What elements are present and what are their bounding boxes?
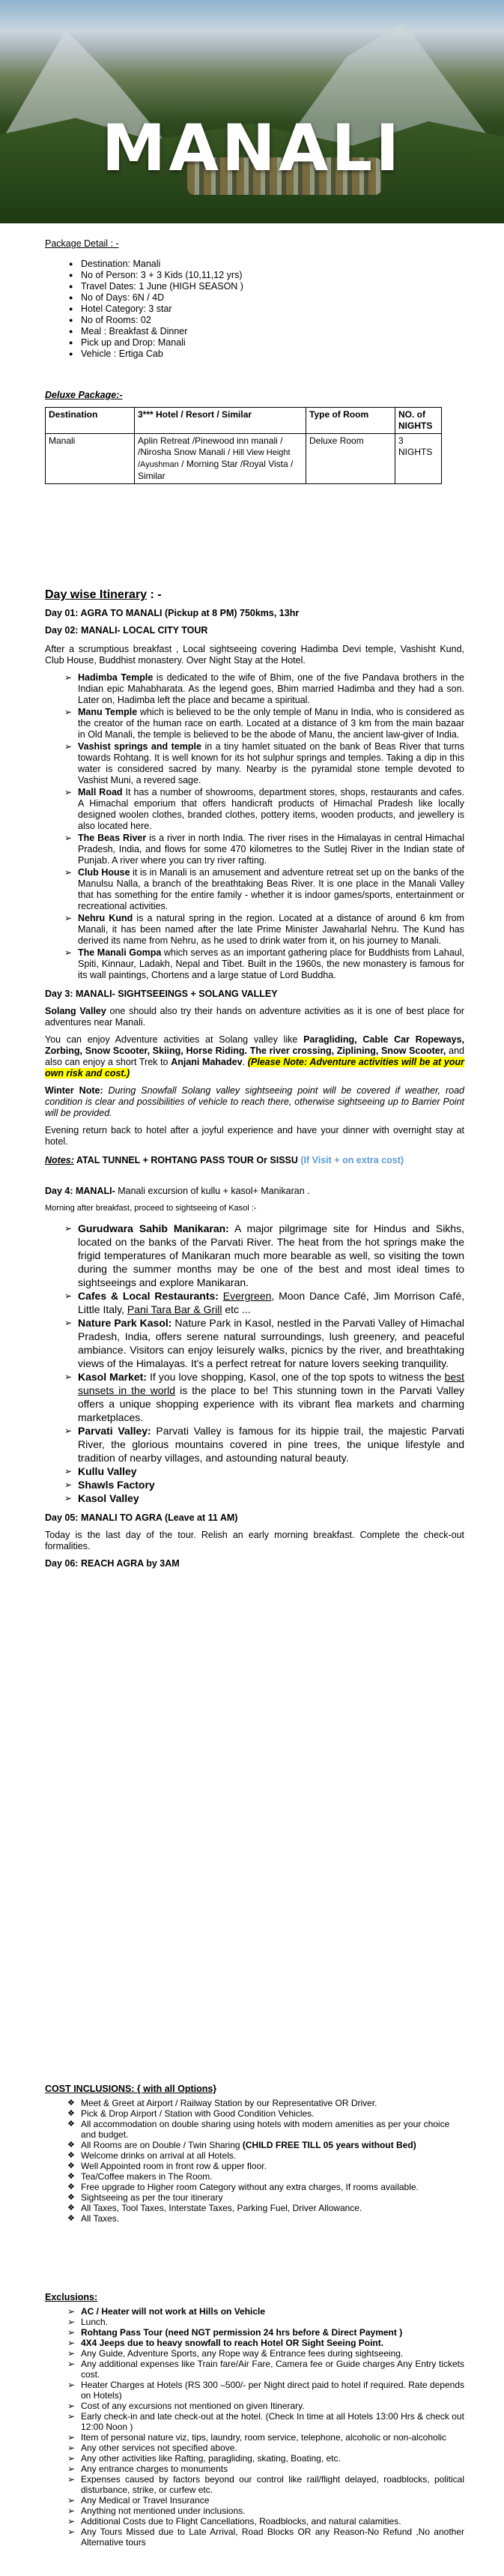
list-item: ● Vehicle : Ertiga Cab [67,349,464,360]
list-item: ● Travel Dates: 1 June (HIGH SEASON ) [67,281,464,292]
list-item: ➢ Any other activities like Rafting, paragliding, skating, Boating, etc. [67,2453,464,2464]
list-item: ➢ Club House it is in Manali is an amusement and adventure retreat set up on the banks of the Manulsu Nalla, a branch of the breathtaking Beas River. It is one place in the Manali Valley that has something for the entire family - whether it is indoor games/sports, entertainment or recreational activities. [64,867,464,912]
list-item: ➢ Nature Park Kasol: Nature Park in Kasol, nestled in the Parvati Valley of Himachal Pradesh, India, offers serene natural surroundings, lush greenery, and peaceful ambiance. Visitors can enjoy leisurely walks, picnics by the river, and breathtaking views of the Himalayas. It's a perfect retreat for nature lovers seeking tranquility. [64,1316,464,1370]
list-item: ❖ All accommodation on double sharing using hotels with modern amenities as per your choice and budget. [67,2119,464,2140]
list-item: ➢ The Manali Gompa which serves as an important gathering place for Buddhists from Lahaul, Spiti, Kinnaur, Ladakh, Nepal and Tibet. Built in the 1960s, the new monastery is famous for its wall paintings, Chortens and a large statue of Lord Buddha. [64,947,464,981]
col-hotel: 3*** Hotel / Resort / Similar [135,408,306,434]
list-item: ➢ Any Tours Missed due to Late Arrival, Road Blocks OR any Reason-No Refund ,No another Alternative tours [67,2527,464,2548]
list-item: ➢ Manu Temple which is believed to be the only temple of Manu in India, who is considered as the creator of the human race on earth. Located at a distance of 3 km from the main bazaar in Old Manali, the temple is believed to be the abode of Manu, the ancient law-giver of India. [64,707,464,740]
list-item: ● Pick up and Drop: Manali [67,337,464,349]
list-item: ➢ Hadimba Temple is dedicated to the wife of Bhim, one of the five Pandava brothers in the Indian epic Mahabharata. As the legend goes, Bhim married Hadimba and they had a son. Later on, Hadimba left the place and became a spiritual. [64,672,464,706]
deluxe-heading: Deluxe Package:- [45,390,123,400]
list-item: ➢ Any additional expenses like Train fare/Air Fare, Camera fee or Guide charges Any Entry tickets cost. [67,2359,464,2380]
day-4-title: Day 4: MANALI- Manali excursion of kullu + kasol+ Manikaran . [45,1186,310,1196]
list-item: ➢ Item of personal nature viz, tips, laundry, room service, telephone, alcoholic or non-alcoholic [67,2432,464,2443]
package-heading: Package Detail : - [45,238,119,249]
cell-destination: Manali [46,434,135,484]
list-item: ➢ AC / Heater will not work at Hills on Vehicle [67,2306,464,2317]
col-nights: NO. of NIGHTS [395,408,442,434]
list-item: ❖ Sightseeing as per the tour itinerary [67,2192,464,2203]
deluxe-table [45,407,442,484]
list-item: ● No of Rooms: 02 [67,315,464,326]
day-3-evening: Evening return back to hotel after a joyful experience and have your dinner with overnight stay at hotel. [45,1125,464,1147]
list-item: ➢ 4X4 Jeeps due to heavy snowfall to reach Hotel OR Sight Seeing Point. [67,2338,464,2348]
cell-hotel: Aplin Retreat /Pinewood inn manali / /Nirosha Snow Manali / Hill View Height /Ayushman / Morning Star /Royal Vista / Similar [135,434,306,484]
list-item: ❖ All Taxes, Tool Taxes, Interstate Taxes, Parking Fuel, Driver Allowance. [67,2203,464,2213]
list-item: ➢ Any entrance charges to monuments [67,2464,464,2474]
list-item: ● No of Person: 3 + 3 Kids (10,11,12 yrs) [67,270,464,281]
list-item: ❖ Tea/Coffee makers in The Room. [67,2171,464,2182]
notes: Notes: ATAL TUNNEL + ROHTANG PASS TOUR Or SISSU (If Visit + on extra cost) [45,1155,404,1165]
list-item: ❖ Welcome drinks on arrival at all Hotels. [67,2150,464,2161]
list-item: ➢ Vashist springs and temple in a tiny hamlet situated on the bank of Beas River that turns towards Rohtang. It is well known for its hot sulphur springs and temples. Taking a dip in this water is considered sacred by many. Nearby is the pyramidal stone temple devoted to Vashist Muni, a revered sage. [64,741,464,786]
places-list [45,672,464,981]
cell-nights: 3 NIGHTS [395,434,442,484]
list-item: ➢ Nehru Kund is a natural spring in the region. Located at a distance of around 6 km from Manali, it has been named after the late Prime Minister Jawaharlal Nehru. The Kund has derived its name from Nehru, as he used to drink water from it, on his journey to Manali. [64,913,464,947]
list-item: ➢ Anything not mentioned under inclusions. [67,2506,464,2516]
list-item: ➢ Cost of any excursions not mentioned on given Itinerary. [67,2401,464,2411]
day-6-title: Day 06: REACH AGRA by 3AM [45,1558,180,1569]
list-item: ➢ Kasol Market: If you love shopping, Kasol, one of the top spots to witness the best sunsets in the world is the place to be! This stunning town in the Parvati Valley offers a unique shopping experience with its vibrant flea markets and charming marketplaces. [64,1370,464,1424]
list-item: ➢ Early check-in and late check-out at the hotel. (Check In time at all Hotels 13:00 Hrs & check out 12:00 Noon ) [67,2411,464,2432]
day-2-title: Day 02: MANALI- LOCAL CITY TOUR [45,625,208,636]
inclusions-list [45,2098,464,2224]
col-destination: Destination [46,408,135,434]
list-item: ❖ All Rooms are on Double / Twin Sharing (CHILD FREE TILL 05 years without Bed) [67,2140,464,2150]
list-item: ➢ Any Medical or Travel Insurance [67,2495,464,2506]
day-3-title: Day 3: MANALI- SIGHTSEEINGS + SOLANG VALLEY [45,989,278,999]
list-item: ➢ Additional Costs due to Flight Cancellations, Roadblocks, and natural calamities. [67,2516,464,2527]
list-item: ➢ The Beas River is a river in north India. The river rises in the Himalayas in central Himachal Pradesh, India, and flows for some 470 kilometres to the Sutlej River in the Indian state of Punjab. A river where you can try river rafting. [64,833,464,866]
list-item: ➢ Gurudwara Sahib Manikaran: A major pilgrimage site for Hindus and Sikhs, located on the banks of the Parvati River. The heat from the hot springs make the frigid temperatures of Manikaran much more bearable as well, so visiting the town during the summer months may be one of the best and most ideal times to sightseeings and explore Manikaran. [64,1222,464,1289]
kasol-list [45,1222,464,1505]
package-detail [45,238,464,360]
list-item: ➢ Mall Road It has a number of showrooms, department stores, shops, restaurants and cafes. A Himachal emporium that offers handicraft products of Himachal Pradesh like locally designed woolen clothes, branded clothes, pottery items, wooden products, and jewellery is also located here. [64,787,464,832]
day-4-intro: Morning after breakfast, proceed to sightseeing of Kasol :- [45,1204,257,1213]
exclusions-heading: Exclusions: [45,2292,98,2302]
day-3-p2: You can enjoy Adventure activities at Solang valley like Paragliding, Cable Car Ropeways, Zorbing, Snow Scooter, Skiing, Horse Riding. The river crossing, Ziplining, Snow Scooter, and also can enjoy a short Trek to Anjani Mahadev. (Please Note: Adventure activities will be at your own risk and cost.) [45,1034,464,1079]
exclusions-list [45,2306,464,2548]
list-item: ➢ Expenses caused by factors beyond our control like rail/flight delayed, roadblocks, political disturbance, strike, or curfew etc. [67,2474,464,2495]
list-item: ❖ Well Appointed room in front row & upper floor. [67,2161,464,2171]
list-item: ➢ Cafes & Local Restaurants: Evergreen, Moon Dance Café, Jim Morrison Café, Little Italy, Pani Tara Bar & Grill etc ... [64,1289,464,1316]
col-room-type: Type of Room [306,408,395,434]
list-item: ➢ Kullu Valley [64,1465,464,1478]
deluxe-package [45,390,464,484]
table-row [46,434,442,484]
winter-note: Winter Note: During Snowfall Solang valley sightseeing point will be covered if weather, road condition is clear and possibilities of vehicle to reach there, otherwise sightseeing up to Barrier Point will be provided. [45,1085,464,1118]
list-item: ❖ All Taxes. [67,2213,464,2224]
list-item: ● Meal : Breakfast & Dinner [67,326,464,337]
list-item: ● Destination: Manali [67,259,464,270]
day-5-title: Day 05: MANALI TO AGRA (Leave at 11 AM) [45,1512,238,1523]
adventure-note: (Please Note: Adventure activities will be at your own risk and cost.) [45,1057,464,1079]
list-item: ❖ Free upgrade to Higher room Category without any extra charges, If rooms available. [67,2182,464,2192]
inclusions-heading: COST INCLUSIONS: { with all Options} [45,2084,217,2094]
inclusions [45,2084,464,2224]
list-item: ➢ Heater Charges at Hotels (RS 300 –500/- per Night direct paid to hotel if required. Rate depends on Hotels) [67,2380,464,2401]
list-item: ● No of Days: 6N / 4D [67,292,464,304]
itinerary [45,589,464,1569]
day-1-title: Day 01: AGRA TO MANALI (Pickup at 8 PM) 750kms, 13hr [45,608,300,618]
list-item: ➢ Kasol Valley [64,1491,464,1505]
hero-banner [0,0,504,223]
cell-room: Deluxe Room [306,434,395,484]
hero-title: MANALI [101,111,403,186]
list-item: ➢ Lunch. [67,2317,464,2327]
exclusions [45,2292,464,2548]
list-item: ➢ Parvati Valley: Parvati Valley is famous for its hippie trail, the majestic Parvati River, the glorious mountains covered in pine trees, the unique lifestyle and tradition of nearby villages, and astounding natural beauty. [64,1424,464,1465]
list-item: ❖ Meet & Greet at Airport / Railway Station by our Representative OR Driver. [67,2098,464,2108]
itinerary-heading: Day wise Itinerary : - [45,588,162,601]
list-item: ➢ Any other services not specified above. [67,2443,464,2453]
day-5-text: Today is the last day of the tour. Relish an early morning breakfast. Complete the check-out formalities. [45,1530,464,1551]
day-2-intro: After a scrumptious breakfast , Local sightseeing covering Hadimba Devi temple, Vashisht Kund, Club House, Buddhist monastery. Over Night Stay at the Hotel. [45,644,464,666]
package-list [45,259,464,360]
list-item: ❖ Pick & Drop Airport / Station with Good Condition Vehicles. [67,2108,464,2119]
list-item: ➢ Rohtang Pass Tour (need NGT permission 24 hrs before & Direct Payment ) [67,2327,464,2338]
list-item: ➢ Any Guide, Adventure Sports, any Rope way & Entrance fees during sightseeing. [67,2348,464,2359]
list-item: ● Hotel Category: 3 star [67,304,464,315]
day-3-p1: Solang Valley one should also try their hands on adventure activities as it is one of best place for adventures near Manali. [45,1006,464,1028]
list-item: ➢ Shawls Factory [64,1478,464,1491]
